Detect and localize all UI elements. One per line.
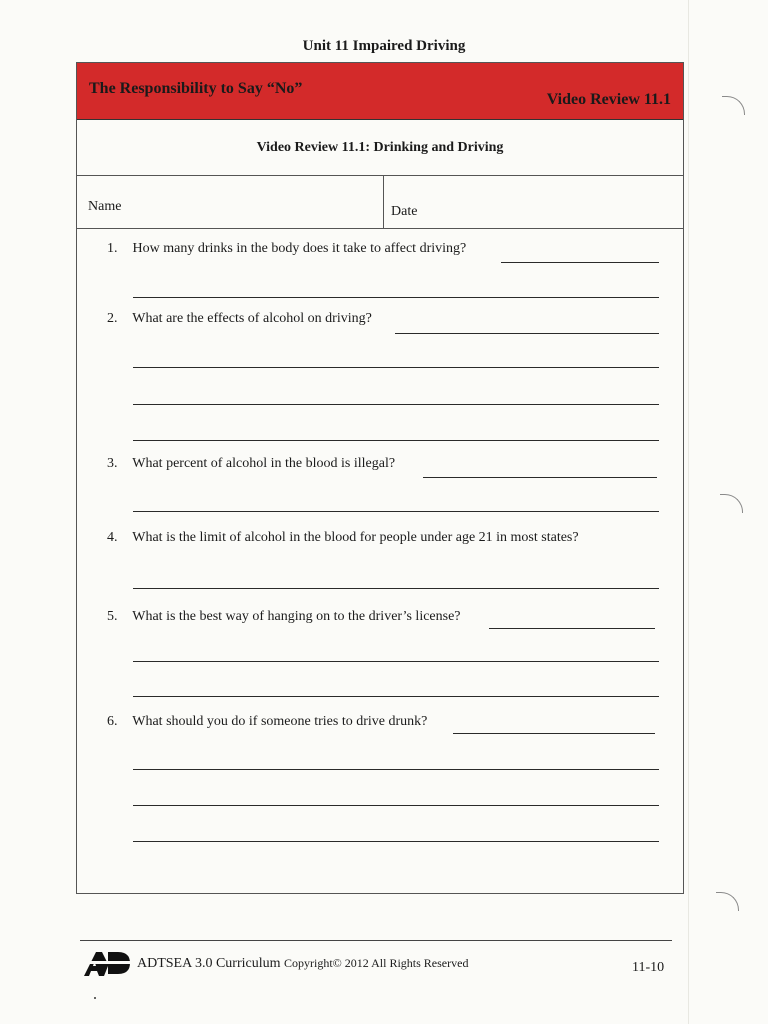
- question-text: What should you do if someone tries to drive drunk?: [132, 714, 428, 729]
- answer-line[interactable]: [133, 297, 659, 298]
- question-1: [107, 241, 466, 257]
- answer-line[interactable]: [133, 367, 659, 368]
- review-label: Video Review 11.1: [546, 91, 671, 108]
- question-5: [107, 609, 461, 625]
- adtsea-logo: [82, 950, 132, 976]
- question-number: 5.: [107, 609, 118, 624]
- question-4: [107, 530, 579, 546]
- answer-line[interactable]: [133, 404, 659, 405]
- answer-line[interactable]: [133, 769, 659, 770]
- question-text: What is the best way of hanging on to the driver’s license?: [132, 609, 461, 624]
- lesson-title: The Responsibility to Say “No”: [89, 80, 303, 97]
- question-2: [107, 311, 372, 327]
- question-6: [107, 714, 427, 730]
- answer-line[interactable]: [395, 333, 659, 334]
- question-text: How many drinks in the body does it take to affect driving?: [132, 241, 467, 256]
- answer-line[interactable]: [133, 440, 659, 441]
- answer-line[interactable]: [501, 262, 659, 263]
- answer-line[interactable]: [489, 628, 655, 629]
- worksheet-frame: [76, 62, 684, 894]
- answer-line[interactable]: [423, 477, 657, 478]
- footer-credit: [137, 956, 468, 972]
- curriculum-label: ADTSEA 3.0 Curriculum: [137, 956, 281, 971]
- page-number: 11-10: [632, 960, 665, 975]
- question-text: What percent of alcohol in the blood is illegal?: [132, 456, 396, 471]
- date-label: Date: [391, 204, 418, 219]
- question-number: 1.: [107, 241, 118, 256]
- question-number: 3.: [107, 456, 118, 471]
- answer-line[interactable]: [133, 588, 659, 589]
- question-number: 4.: [107, 530, 118, 545]
- name-field[interactable]: [77, 176, 384, 228]
- scan-speck: [94, 997, 96, 999]
- binder-hole-mark: [716, 892, 739, 911]
- answer-line[interactable]: [133, 696, 659, 697]
- name-label: Name: [88, 199, 122, 214]
- answer-line[interactable]: [453, 733, 655, 734]
- question-3: [107, 456, 395, 472]
- answer-line[interactable]: [133, 805, 659, 806]
- binder-hole-mark: [722, 96, 745, 115]
- answer-line[interactable]: [133, 841, 659, 842]
- binder-hole-mark: [720, 494, 743, 513]
- worksheet-subtitle: Video Review 11.1: Drinking and Driving: [256, 140, 504, 155]
- header-bar: [77, 63, 683, 120]
- unit-title: Unit 11 Impaired Driving: [302, 38, 466, 54]
- question-text: What is the limit of alcohol in the blood for people under age 21 in most states?: [132, 530, 579, 545]
- question-number: 2.: [107, 311, 118, 326]
- answer-line[interactable]: [133, 661, 659, 662]
- answer-line[interactable]: [133, 511, 659, 512]
- copyright-text: Copyright© 2012 All Rights Reserved: [284, 956, 469, 970]
- question-number: 6.: [107, 714, 118, 729]
- name-date-row: [77, 175, 683, 229]
- question-text: What are the effects of alcohol on driving?: [132, 311, 372, 326]
- page-edge: [688, 0, 689, 1024]
- footer-divider: [80, 940, 672, 941]
